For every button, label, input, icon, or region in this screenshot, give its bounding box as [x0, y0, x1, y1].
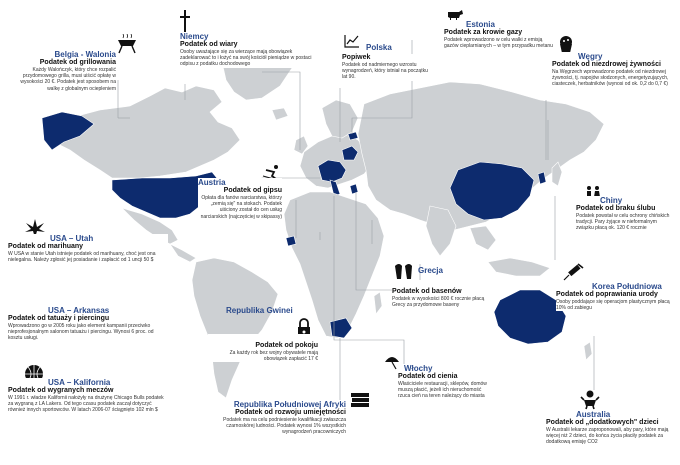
tax-name: Podatek od basenów: [392, 288, 462, 295]
tax-name: Podatek od „dodatkowych" dzieci: [546, 419, 659, 426]
cross-icon: [180, 10, 190, 34]
nz-shape: [584, 342, 592, 360]
tax-description: Podatek w wysokości 800 € rocznie płacą Grecy za przydomowe baseny: [392, 296, 485, 309]
country-name: Węgry: [578, 52, 603, 61]
tax-name: Podatek od poprawiania urody: [556, 291, 658, 298]
tax-name: Podatek za krowie gazy: [444, 29, 523, 36]
entry-gwinea: [208, 306, 318, 363]
tax-description: W Australii lekarze zaproponowali, aby pary, które mają więcej niż 2 dzieci, do końca życia płaciły podatek za dodatkową emisję CO2: [546, 427, 669, 446]
tax-name: Podatek od rozwoju umiejętności: [235, 409, 346, 416]
tax-description: Każdy Walończyk, który chce rozpalić przydomowego grilla, musi uiścić opłatę w wysokości 20 €. Podatek jest sposobem na walkę z globalnym ociepleniem: [20, 67, 116, 92]
indonesia-shape: [488, 258, 550, 276]
country-name: Niemcy: [180, 32, 209, 41]
tax-description: Podatek powstał w celu ochrony chińskich tradycji. Pary żyjące w nieformalnym związku płacą ok. 120 € rocznie: [576, 213, 670, 232]
entry-niemcy: [180, 32, 318, 68]
tax-description: Podatek ma na celu podniesienie kwalifikacji zwłaszcza czarnoskórej ludności. Podatek wynosi 1% wszystkich wynagrodzeń pracowniczych: [223, 417, 346, 436]
tax-name: Podatek od wiary: [180, 41, 238, 48]
entry-polska-country: Polska: [366, 43, 392, 52]
country-name: Belgia - Walonia: [54, 50, 116, 59]
iceland-shape: [272, 108, 288, 120]
country-name: Korea Południowa: [592, 282, 662, 291]
tax-description: Opłata dla fanów narciarstwa, którzy „zemią się" na stokach. Podatek uiściony został do cen usług narciarskich (najczęściej w skipassy): [200, 195, 282, 220]
entry-chiny: [576, 196, 670, 232]
entry-arkansas: [8, 306, 168, 342]
tax-description: Na Węgrzech wprowadzono podatek od niezdrowej żywności, tj. napojów słodzonych, energetyzujących, ciasteczek, herbatników (wynosi od ok. 0,2 do 0,7 €): [552, 69, 669, 88]
syringe-icon: [562, 262, 584, 282]
entry-utah: [8, 234, 168, 263]
highlight-guinea: [286, 236, 296, 246]
entry-belgia: [10, 50, 116, 92]
books-icon: [350, 392, 370, 408]
country-name: USA – Utah: [50, 234, 94, 243]
tax-description: Za każdy rok bez wojny obywatele mają obowiązek zapłacić 17 €: [229, 350, 318, 363]
se-asia-shape: [470, 226, 496, 250]
tax-name: Podatek od niezdrowej żywności: [552, 61, 661, 68]
tax-name: Podatek od gipsu: [223, 187, 282, 194]
entry-austria: [198, 178, 282, 220]
country-name: Republika Gwinei: [226, 306, 293, 315]
grill-icon: [116, 34, 138, 54]
country-name: USA – Arkansas: [48, 306, 110, 315]
country-name: Chiny: [600, 196, 623, 205]
entry-grecja: [392, 266, 496, 309]
country-name: USA – Kalifornia: [48, 378, 111, 387]
tax-name: Podatek od wygranych meczów: [8, 387, 114, 394]
tax-description: Podatek wprowadzono w celu walki z emisją gazów cieplarnianych – w tym przypadku metanu: [444, 37, 553, 50]
tax-description: Osoby poddające się operacjom plastycznym płacą 10% od zabiegu: [556, 299, 670, 312]
entry-wegry: [552, 52, 670, 88]
baby-icon: [580, 390, 600, 410]
country-name: Włochy: [404, 364, 433, 373]
tax-description: W 1991 r. władze Kalifornii nałożyły na drużynę Chicago Bulls podatek za wygraną z LA Lakers. Od tego czasu podatek zaczął dotyczyć również innych sportowców. W latach 2006-07 ściągnięto 102 mln $: [8, 395, 164, 414]
south-america-shape: [192, 258, 278, 398]
country-name: Grecja: [418, 266, 443, 275]
tax-description: Podatek od nadmiernego wzrostu wynagrodzeń, który istniał na początku lat 90.: [342, 62, 428, 81]
entry-wlochy: [398, 364, 494, 400]
country-name: Austria: [198, 178, 226, 187]
central-america-shape: [170, 244, 196, 262]
entry-rpa: [200, 400, 346, 436]
chart-icon: [344, 34, 360, 48]
tax-name: Podatek od cienia: [398, 373, 458, 380]
entry-kalifornia: [8, 378, 166, 414]
tax-description: Właściciele restauracji, sklepów, domów muszą płacić, jeżeli ich nieruchomość rzuca cień na teren należący do miasta: [398, 381, 487, 400]
tax-description: Osoby uważające się za wierzące mają obowiązek zadeklarować to i łożyć na swój kościół pieniądze w postaci odpisu z podatku dochodowego: [180, 49, 312, 68]
tax-name: Podatek od tatuaży i piercingu: [8, 315, 110, 322]
country-name: Estonia: [466, 20, 495, 29]
flippers-icon: [394, 262, 416, 280]
tax-name: Podatek od marihuany: [8, 243, 84, 250]
tax-name: Podatek od pokoju: [255, 342, 318, 349]
tax-name: Popiwek: [342, 54, 371, 61]
entry-australia: [546, 410, 674, 446]
tax-name: Podatek od grillowania: [39, 59, 116, 66]
country-name: Australia: [576, 410, 611, 419]
entry-estonia: [444, 20, 554, 49]
tax-name: Podatek od braku ślubu: [576, 205, 656, 212]
country-name: Republika Południowej Afryki: [233, 400, 346, 409]
tax-description: W USA w stanie Utah istnieje podatek od marihuany, choć jest ona nielegalna. Należy zgłosić jej posiadanie i zapłacić od 1 uncji 50 $: [8, 251, 156, 264]
madagascar-shape: [374, 292, 382, 314]
highlight-greece: [350, 184, 358, 194]
entry-korea: [556, 282, 672, 311]
tax-description: Wprowadzono go w 2005 roku jako element kampanii przeciwko nieprofesjonalnym salonom tatuażu i piercingu. Wynosi 6 proc. od kosztu usługi.: [8, 323, 154, 342]
entry-polska: [342, 54, 434, 81]
